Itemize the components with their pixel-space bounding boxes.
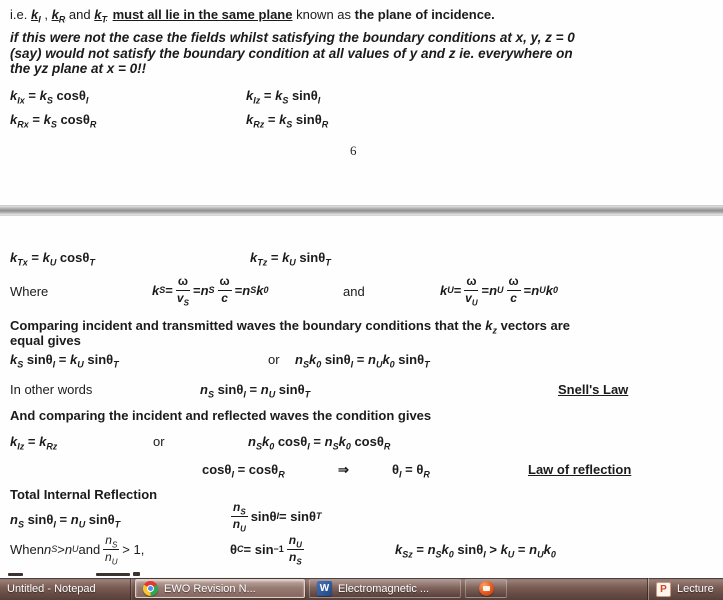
intro-line <box>10 7 495 25</box>
eq-kz-right: $n_Sk_0$ $\sin\theta_I = n_Uk_0$ sinθ$_T$ <box>295 352 430 370</box>
in-other-words-label: In other words <box>10 382 93 397</box>
taskbar-button-orange-utility[interactable] <box>465 579 507 598</box>
eq-kU-definition: k U = $\frac{\omega}{v_U}$ = n U $\frac{\omega}{c}$ = n U k 0 <box>440 274 558 307</box>
law-of-reflection-label: Law of reflection <box>528 462 632 477</box>
comparing-line-1: Comparing incident and transmitted waves the boundary conditions that the $k_z$ vectors are <box>10 318 571 336</box>
eq-kRx: $k_{Rx} = k_S$ cosθ$_R$ <box>10 112 97 130</box>
k-incident-symbol: $k_I$ <box>30 7 41 25</box>
eq-cos-simplified: cosθ$_I$ = cosθ$_R$ <box>202 462 285 480</box>
word-button-label: Electromagnetic ... <box>338 582 430 595</box>
powerpoint-icon: P <box>656 582 671 597</box>
comparing-paragraph <box>10 318 570 348</box>
eq-theta: $\theta_I = \theta_R$ <box>392 462 430 480</box>
warning-line-1: if this were not the case the fields whilst satisfying the boundary conditions at x, y, z = 0 <box>10 30 575 45</box>
windows-taskbar <box>0 578 723 600</box>
plane-of-incidence-phrase: the plane of incidence. <box>354 7 495 22</box>
intro-known-as: known as <box>292 7 355 22</box>
eq-kTz: $k_{Tz} = k_U$ sinθ$_T$ <box>250 250 331 268</box>
when-clause: When n S > n U and $\frac{n_S}{n_U}$ > 1, <box>10 533 145 566</box>
taskbar-button-notepad[interactable] <box>0 578 131 600</box>
intro-prefix: i.e. <box>10 7 31 22</box>
notepad-button-label: Untitled - Notepad <box>7 583 96 595</box>
powerpoint-button-label: Lecture <box>677 583 714 595</box>
warning-line-3: the yz plane at x = 0!! <box>10 61 147 76</box>
eq-snell: $n_S$ $\sin\theta_I = n_U$ sinθ$_T$ <box>200 382 311 400</box>
eq-tir-right: $\frac{n_S}{n_U}$ sinθ I = sinθ T <box>232 500 322 533</box>
snells-law-label: Snell's Law <box>558 382 629 397</box>
clipped-text-fragment <box>133 572 140 576</box>
same-plane-phrase: must all lie in the same plane <box>112 7 293 22</box>
k-transmitted-symbol: $k_T$ <box>94 7 107 25</box>
word-icon: W <box>317 581 332 596</box>
eq-kIz: $k_{Iz} = k_S$ sinθ$_I$ <box>246 88 321 106</box>
chrome-button-label: EWO Revision N... <box>164 582 256 595</box>
taskbar-button-chrome[interactable] <box>135 579 305 598</box>
and-label: and <box>343 284 365 299</box>
or-label-2: or <box>153 434 165 449</box>
clipped-text-fragment <box>96 573 130 576</box>
comparing-line-2: equal gives <box>10 333 81 348</box>
eq-kIx: $k_{Ix} = k_S$ cosθ$_I$ <box>10 88 89 106</box>
warning-paragraph <box>10 30 575 77</box>
warning-line-2: (say) would not satisfy the boundary condition at all values of y and z ie. everywhere on <box>10 45 573 61</box>
eq-cos: $n_Sk_0$ $\cos\theta_I = n_Sk_0$ cosθ$_R$ <box>248 434 391 452</box>
or-label-1: or <box>268 352 280 367</box>
eq-kz-left: $k_S$ $\sin\theta_I = k_U$ sinθ$_T$ <box>10 352 119 370</box>
page-break-divider <box>0 205 723 216</box>
eq-kRz: $k_{Rz} = k_S$ sinθ$_R$ <box>246 112 329 130</box>
where-label: Where <box>10 284 49 299</box>
k-reflected-symbol: $k_R$ <box>51 7 66 25</box>
eq-kS-definition: k S = $\frac{\omega}{v_S}$ = n S $\frac{\omega}{c}$ = n S k 0 <box>152 274 269 307</box>
chrome-icon <box>143 581 158 596</box>
taskbar-button-powerpoint[interactable] <box>648 578 723 600</box>
clipped-text-fragment <box>8 573 23 576</box>
intro-and: and <box>65 7 95 22</box>
taskbar-button-word[interactable] <box>309 579 461 598</box>
eq-critical-angle: θ C = sin −1 $\frac{n_U}{n_S}$ <box>230 533 302 566</box>
tir-heading: Total Internal Reflection <box>10 487 158 502</box>
intro-comma: , <box>40 7 52 22</box>
eq-ksz: $k_{Sz} = n_Sk_0$ $\sin\theta_I > k_U = n_Uk_0$ <box>395 542 556 560</box>
eq-tir-left: $n_S$ $\sin\theta_I = n_U$ sinθ$_T$ <box>10 512 121 530</box>
orange-utility-icon <box>479 581 494 596</box>
page-number: 6 <box>350 143 357 158</box>
eq-kIz-kRz: $k_{Iz} = k_{Rz}$ <box>10 434 58 452</box>
eq-kTx: $k_{Tx} = k_U$ cosθ$_T$ <box>10 250 95 268</box>
implies-arrow: ⇒ <box>338 462 349 477</box>
reflected-heading: And comparing the incident and reflected waves the condition gives <box>10 408 432 423</box>
